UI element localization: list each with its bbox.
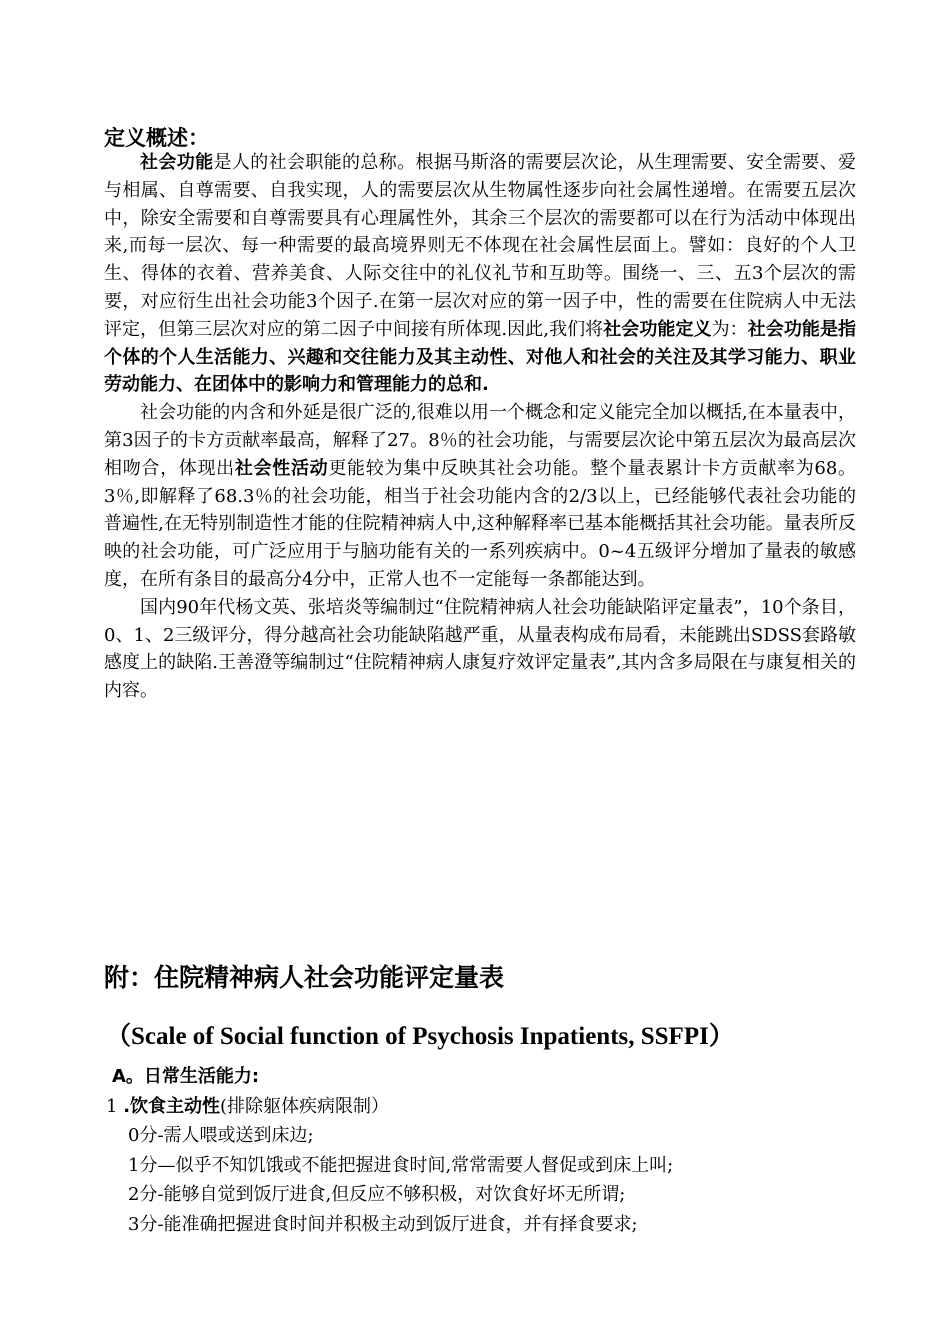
item-1-option-3: 3分-能准确把握进食时间并积极主动到饭厅进食，并有择食要求; — [128, 1213, 638, 1235]
item-1-option-1: 1分—似乎不知饥饿或不能把握进食时间,常常需要人督促或到床上叫; — [128, 1154, 674, 1176]
appendix-title: 附：住院精神病人社会功能评定量表 — [104, 963, 505, 992]
paragraph-2 — [104, 399, 856, 594]
definition-heading: 定义概述： — [104, 126, 209, 150]
item-1-title-bold: .饮食主动性 — [123, 1095, 221, 1117]
p1-text-1: 是人的社会职能的总称。根据马斯洛的需要层次论，从生理需要、安全需要、爱与相属、自尊需要、自我实现，人的需要层次从生物属性逐步向社会属性递增。在需要五层次中，除安全需要和自尊需要具有心理属性外，其余三个层次的需要都可以在行为活动中体现出来,而每一层次、每一种需要的最高境界则无不体现在社会属性层面上。譬如：良好的个人卫生、得体的衣着、营养美食、人际交往中的礼仪礼节和互助等。围绕一、三、五3个层次的需要，对应衍生出社会功能3个因子.在第一层次对应的第一因子中，性的需要在住院病人中无法评定，但第三层次对应的第二因子中间接有所体现.因此,我们将 — [104, 152, 857, 340]
p2-text-1: 社会功能的内含和外延是很广泛的,很难以用一个概念和定义能完全加以概括,在本量表中，第3因子的卡方贡献率最高，解释了27。8％的社会功能，与需要层次论中第五层次为最高层次相吻合，体现出 — [104, 402, 856, 479]
item-1-option-2: 2分-能够自觉到饭厅进食,但反应不够积极，对饮食好坏无所谓; — [128, 1184, 626, 1205]
paragraph-1 — [104, 149, 856, 399]
item-1-option-0: 0分-需人喂或送到床边; — [128, 1125, 314, 1146]
item-1-title-note: (排除躯体疾病限制） — [220, 1095, 390, 1117]
item-1-number: 1 — [106, 1095, 118, 1117]
p2-text-2: 更能较为集中反映其社会功能。整个量表累计卡方贡献率为68。3％,即解释了68.3％的社会功能，相当于社会功能内含的2/3以上，已经能够代表社会功能的普遍性,在无特别制造性才能的住院精神病人中,这种解释率已基本能概括其社会功能。量表所反映的社会功能，可广泛应用于与脑功能有关的一系列疾病中。0~4五级评分增加了量表的敏感度，在所有条目的最高分4分中，正常人也不一定能每一条都能达到。 — [104, 457, 857, 590]
definition-body — [104, 149, 856, 705]
section-a-label: A。日常生活能力: — [112, 1066, 260, 1087]
scale-section-a — [106, 1062, 856, 1239]
definition-label: 社会功能定义 — [603, 318, 712, 340]
term-social-function: 社会功能 — [140, 152, 214, 173]
definition-statement: 社会功能是指个体的个人生活能力、兴趣和交往能力及其主动性、对他人和社会的关注及其学习能力、职业劳动能力、在团体中的影响力和管理能力的总和. — [104, 318, 857, 396]
appendix-subtitle: （Scale of Social function of Psychosis Inpatients, SSFPI） — [106, 1023, 734, 1050]
p1-text-2: 为： — [711, 318, 748, 340]
paragraph-3: 国内90年代杨文英、张培炎等编制过“住院精神病人社会功能缺陷评定量表”，10个条目，0、1、2三级评分，得分越高社会功能缺陷越严重，从量表构成布局看，未能跳出SDSS套路敏感度上的缺陷.王善澄等编制过“住院精神病人康复疗效评定量表”,其内含多局限在与康复相关的内容。 — [104, 596, 856, 702]
item-1-title — [106, 1092, 856, 1122]
social-activity-term: 社会性活动 — [234, 457, 329, 479]
